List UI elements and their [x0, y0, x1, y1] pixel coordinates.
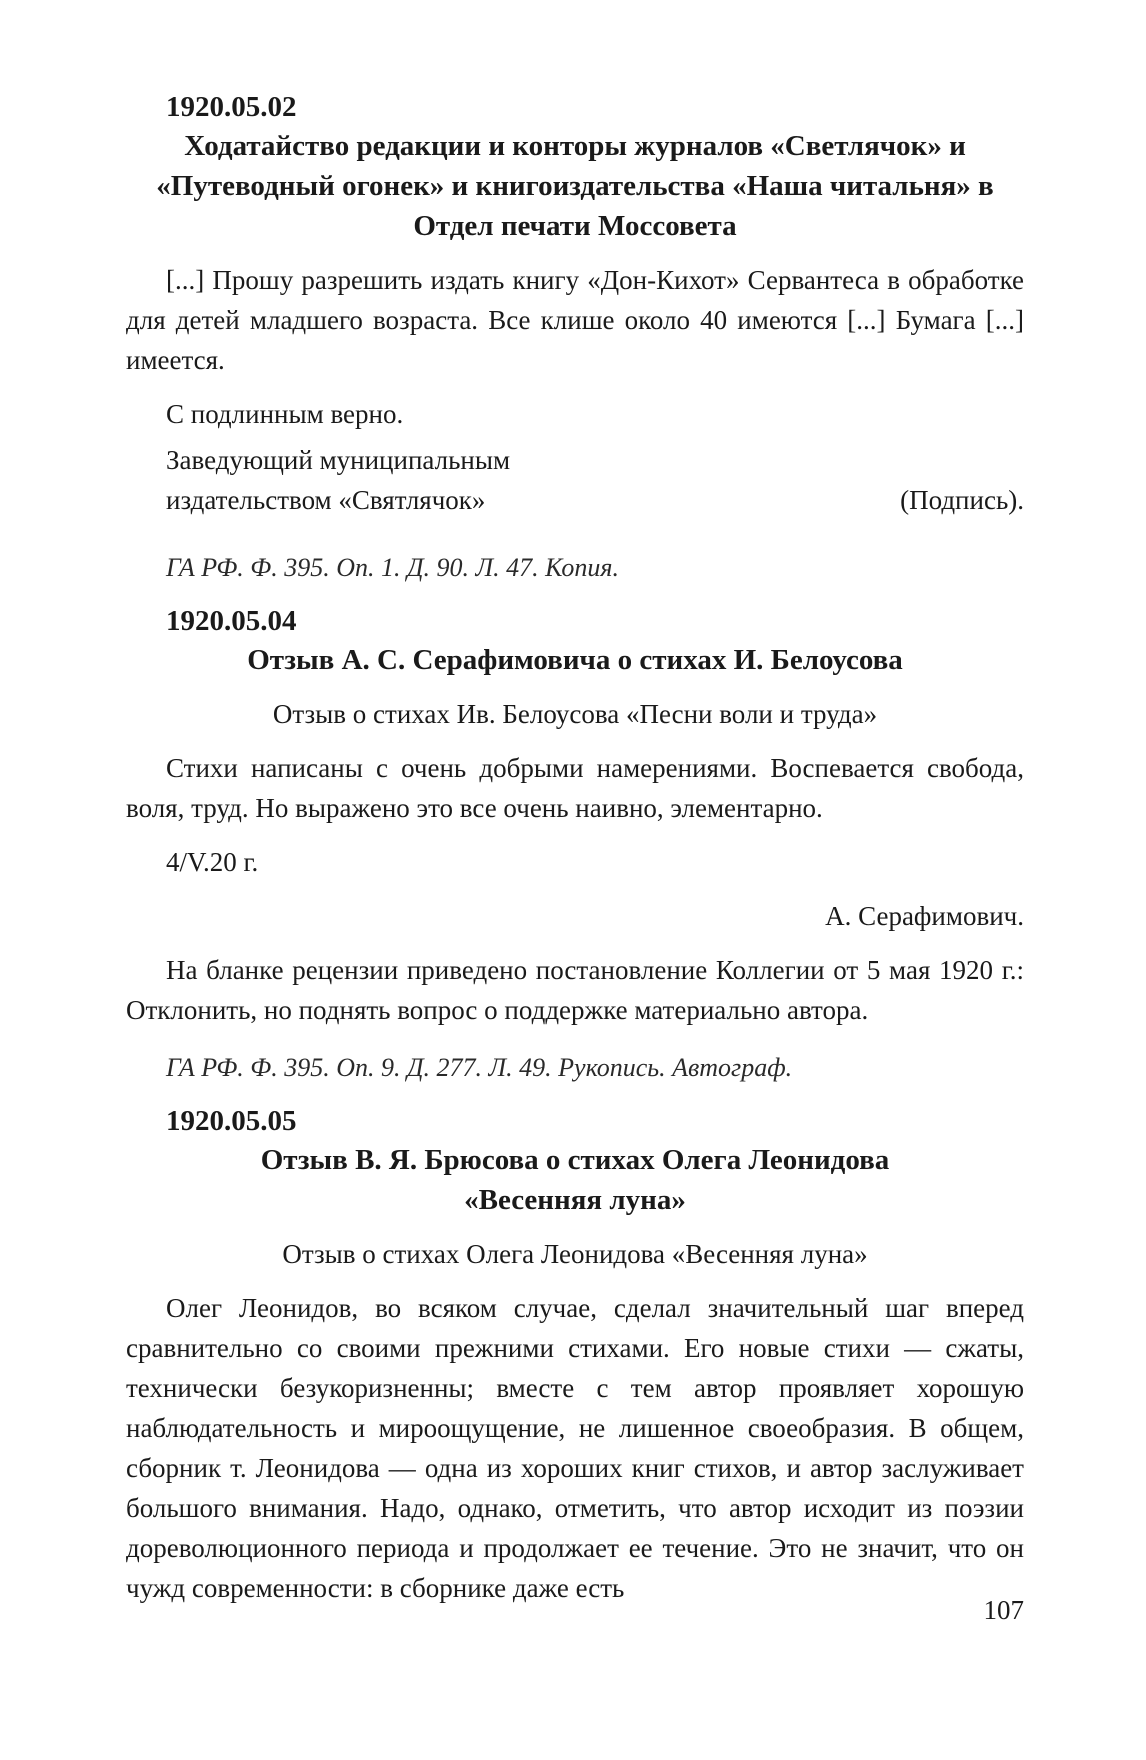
signature: А. Серафимович.: [825, 901, 1024, 931]
archive-reference: ГА РФ. Ф. 395. Оп. 9. Д. 277. Л. 49. Рукопись. Автограф.: [166, 1053, 793, 1082]
entry-title-line: Отзыв В. Я. Брюсова о стихах Олега Леонидова: [260, 1144, 890, 1176]
entry-body: Стихи написаны с очень добрыми намерениями. Воспевается свобода, воля, труд. Но выражено это все очень наивно, элементарно.: [126, 753, 1024, 823]
entry-title-line: Ходатайство редакции и конторы журналов «Светлячок» и: [184, 130, 966, 162]
entry-title: Отзыв А. С. Серафимовича о стихах И. Белоусова: [247, 644, 903, 676]
page-number: 107: [983, 1595, 1024, 1625]
entry-date: 1920.05.05: [166, 1105, 297, 1137]
document-entry-3: [126, 1102, 1024, 1608]
signer-title: издательством «Святлячок»: [166, 485, 486, 515]
signature-row: [166, 480, 1024, 520]
editorial-note: На бланке рецензии приведено постановление Коллегии от 5 мая 1920 г.: Отклонить, но поднять вопрос о поддержке материально автора.: [126, 955, 1024, 1025]
signer-title: Заведующий муниципальным: [166, 445, 511, 475]
entry-body: Олег Леонидов, во всяком случае, сделал значительный шаг вперед сравнительно со своими прежними стихами. Его новые стихи — сжаты, технически безукоризненны; вместе с тем автор проявляет хорошую наблюдательность и мироощущение, не лишенное своеобразия. В общем, сборник т. Леонидова — одна из хороших книг стихов, и автор заслуживает большого внимания. Надо, однако, отметить, что автор исходит из поэзии дореволюционного периода и продолжает ее течение. Это не значит, что он чужд современности: в сборнике даже есть: [126, 1293, 1024, 1603]
entry-body: [...] Прошу разрешить издать книгу «Дон-Кихот» Сервантеса в обработке для детей младшего возраста. Все клише около 40 имеются [...] Бумага [...] имеется.: [126, 265, 1024, 375]
entry-title-line: «Путеводный огонек» и книгоиздательства «Наша читальня» в: [156, 170, 994, 202]
document-entry-1: [126, 88, 1024, 588]
certified-note: С подлинным верно.: [166, 399, 404, 429]
entry-date: 1920.05.04: [166, 605, 297, 637]
entry-date-note: 4/V.20 г.: [166, 847, 259, 877]
signature: (Подпись).: [900, 485, 1024, 515]
entry-subtitle: Отзыв о стихах Ив. Белоусова «Песни воли и труда»: [272, 699, 878, 729]
entry-title-line: Отдел печати Моссовета: [413, 210, 737, 242]
document-entry-2: [126, 602, 1024, 1088]
entry-date: 1920.05.02: [166, 91, 297, 123]
entry-subtitle: Отзыв о стихах Олега Леонидова «Весенняя луна»: [282, 1239, 868, 1269]
entry-title-line: «Весенняя луна»: [464, 1184, 686, 1216]
archive-reference: ГА РФ. Ф. 395. Оп. 1. Д. 90. Л. 47. Копия.: [166, 553, 620, 582]
